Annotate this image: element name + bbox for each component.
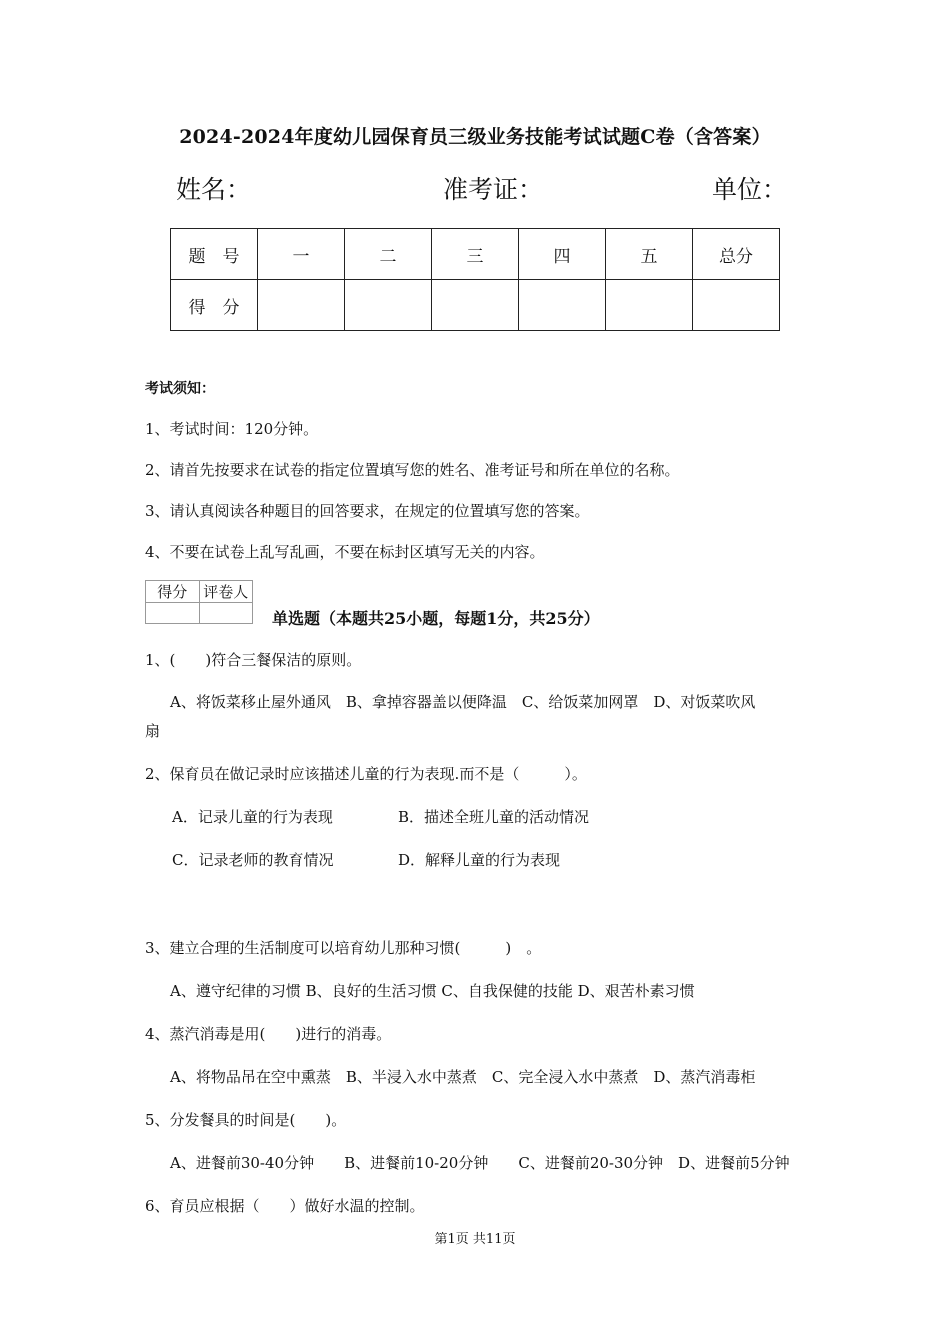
question-5-stem: 5、分发餐具的时间是( )。 (145, 1111, 347, 1129)
notice-item: 4、不要在试卷上乱写乱画，不要在标封区填写无关的内容。 (145, 543, 545, 561)
question-1-options: A、将饭菜移止屋外通风 B、拿掉容器盖以便降温 C、给饭菜加网罩 D、对饭菜吹风 (170, 693, 756, 711)
question-6-stem: 6、育员应根据（ ）做好水温的控制。 (145, 1197, 425, 1215)
grader-score-label: 得分 (146, 581, 200, 603)
notice-item: 1、考试时间：120分钟。 (145, 420, 319, 438)
name-label: 姓名： (176, 175, 252, 204)
page-title: 2024-2024年度幼儿园保育员三级业务技能考试试题C卷（含答案） (179, 126, 771, 148)
score-cell[interactable] (519, 280, 606, 331)
score-header-cell: 二 (345, 229, 432, 280)
question-5-options: A、进餐前30-40分钟 B、进餐前10-20分钟 C、进餐前20-30分钟 D、进餐前5分钟 (170, 1154, 790, 1172)
question-1-stem: 1、( )符合三餐保洁的原则。 (145, 651, 362, 669)
score-header-cell: 五 (606, 229, 693, 280)
score-header-cell: 三 (432, 229, 519, 280)
score-cell[interactable] (345, 280, 432, 331)
score-row-label: 得 分 (171, 280, 258, 331)
score-cell[interactable] (693, 280, 780, 331)
score-cell[interactable] (258, 280, 345, 331)
grader-box (145, 580, 253, 624)
score-header-cell: 一 (258, 229, 345, 280)
grader-score-cell[interactable] (146, 603, 200, 624)
question-3-stem: 3、建立合理的生活制度可以培育幼儿那种习惯( ) 。 (145, 939, 542, 957)
question-2-option-b: B．描述全班儿童的活动情况 (398, 808, 590, 826)
question-4-options: A、将物品吊在空中熏蒸 B、半浸入水中蒸煮 C、完全浸入水中蒸煮 D、蒸汽消毒柜 (170, 1068, 756, 1086)
question-4-stem: 4、蒸汽消毒是用( )进行的消毒。 (145, 1025, 392, 1043)
score-header-cell: 四 (519, 229, 606, 280)
score-header-cell: 题 号 (171, 229, 258, 280)
question-2-option-d: D．解释儿童的行为表现 (398, 851, 561, 869)
page-footer: 第1页 共11页 (434, 1232, 516, 1247)
notice-heading: 考试须知： (145, 381, 215, 397)
unit-label: 单位： (712, 175, 788, 204)
question-2-stem: 2、保育员在做记录时应该描述儿童的行为表现.而不是（ ）。 (145, 765, 587, 783)
question-3-options: A、遵守纪律的习惯 B、良好的生活习惯 C、自我保健的技能 D、艰苦朴素习惯 (170, 982, 695, 1000)
notice-item: 3、请认真阅读各种题目的回答要求，在规定的位置填写您的答案。 (145, 502, 590, 520)
score-cell[interactable] (432, 280, 519, 331)
question-1-options-cont: 扇 (145, 722, 161, 740)
score-table-header-row (171, 229, 780, 280)
exam-id-label: 准考证： (443, 175, 544, 204)
section-title: 单选题（本题共25小题，每题1分，共25分） (272, 609, 600, 628)
notice-item: 2、请首先按要求在试卷的指定位置填写您的姓名、准考证号和所在单位的名称。 (145, 461, 680, 479)
score-cell[interactable] (606, 280, 693, 331)
score-table-score-row (171, 280, 780, 331)
question-2-option-a: A．记录儿童的行为表现 (172, 808, 333, 826)
grader-reviewer-cell[interactable] (199, 603, 253, 624)
score-table (170, 228, 780, 331)
grader-reviewer-label: 评卷人 (199, 581, 253, 603)
question-2-option-c: C．记录老师的教育情况 (172, 851, 334, 869)
score-header-cell: 总分 (693, 229, 780, 280)
